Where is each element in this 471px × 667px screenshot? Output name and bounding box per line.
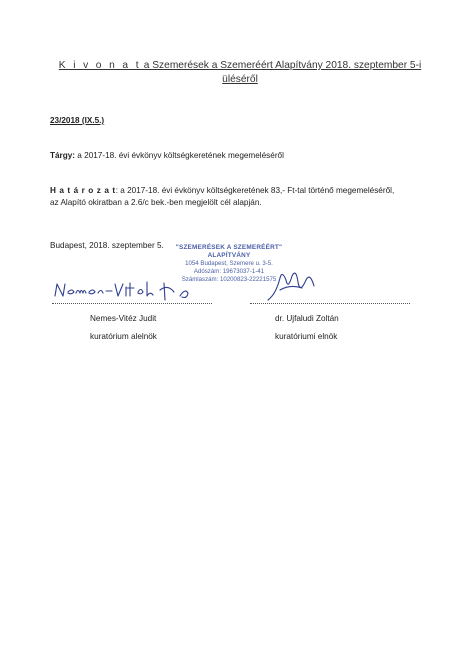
right-signatory-role: kuratóriumi elnök <box>275 332 338 341</box>
decision-number: 23/2018 (IX.5.) <box>50 116 105 125</box>
right-signature <box>262 268 322 306</box>
resolution-line-2: az Alapító okiratban a 2.6/c bek.-ben megjelölt cél alapján. <box>50 198 262 207</box>
right-signatory-name: dr. Ujfaludi Zoltán <box>275 314 339 323</box>
title-kivonat: K i v o n a t <box>58 60 141 71</box>
left-signature-line <box>52 303 212 304</box>
left-signatory-role: kuratórium alelnök <box>90 332 157 341</box>
subject-label: Tárgy: <box>50 151 76 160</box>
stamp-line-2: ALAPÍTVÁNY <box>207 252 251 259</box>
resolution-line-1 <box>50 185 394 196</box>
resolution-label: H a t á r o z a t <box>50 186 116 195</box>
left-signatory-name: Nemes-Vitéz Judit <box>90 314 157 323</box>
title-line2: üléséről <box>222 74 258 85</box>
subject-text: a 2017-18. évi évkönyv költségkeretének megemeléséről <box>75 151 284 160</box>
title-rest: a Szemerések a Szemeréért Alapítvány 2018. szeptember 5-i <box>140 60 422 71</box>
right-signature-line <box>250 303 410 304</box>
stamp-line-5: Számlaszám: 10200823-22221575 <box>181 276 277 283</box>
stamp-line-4: Adószám: 19673037-1-41 <box>193 268 265 275</box>
document-title <box>40 59 440 87</box>
stamp-line-3: 1054 Budapest, Szemere u. 3-5. <box>185 260 273 267</box>
place-date: Budapest, 2018. szeptember 5. <box>50 241 164 250</box>
resolution-text-1: : a 2017-18. évi évkönyv költségkeretének 83,- Ft-tal történő megemeléséről, <box>115 186 395 195</box>
stamp-line-1: "SZEMERÉSEK A SZEMERÉÉRT" <box>175 244 283 251</box>
subject-line <box>50 150 284 161</box>
left-signature <box>52 278 212 306</box>
